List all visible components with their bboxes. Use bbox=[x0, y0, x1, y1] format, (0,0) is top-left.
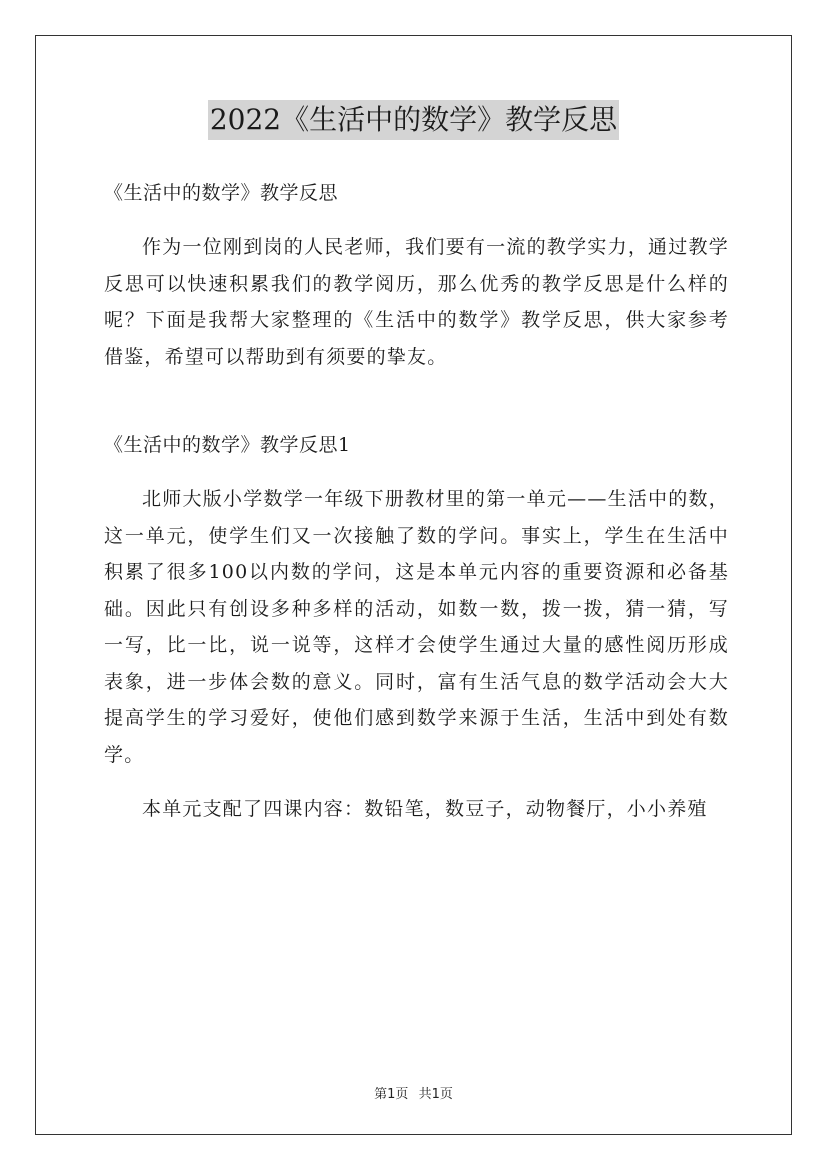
document-subtitle: 《生活中的数学》教学反思 bbox=[104, 182, 339, 204]
page-total: 共1页 bbox=[418, 1087, 453, 1102]
document-title: 2022《生活中的数学》教学反思 bbox=[208, 100, 619, 140]
spacer bbox=[104, 463, 729, 481]
title-container bbox=[0, 100, 827, 140]
intro-paragraph: 作为一位刚到岗的人民老师，我们要有一流的教学实力，通过教学反思可以快速积累我们的教学阅历，那么优秀的教学反思是什么样的呢？下面是我帮大家整理的《生活中的数学》教学反思，供大家参考借鉴，希望可以帮助到有须要的挚友。 bbox=[104, 236, 729, 368]
spacer bbox=[104, 375, 729, 427]
section-heading: 《生活中的数学》教学反思1 bbox=[104, 434, 351, 456]
spacer bbox=[104, 211, 729, 229]
spacer bbox=[104, 773, 729, 791]
section-paragraph: 本单元支配了四课内容：数铅笔，数豆子，动物餐厅，小小养殖 bbox=[142, 798, 708, 820]
page-footer bbox=[0, 1083, 827, 1102]
section-paragraph: 北师大版小学数学一年级下册教材里的第一单元——生活中的数，这一单元，使学生们又一次接触了数的学问。事实上，学生在生活中积累了很多100以内数的学问，这是本单元内容的重要资源和必备基础。因此只有创设多种多样的活动，如数一数，拨一拨，猜一猜，写一写，比一比，说一说等，这样才会使学生通过大量的感性阅历形成表象，进一步体会数的意义。同时，富有生活气息的数学活动会大大提高学生的学习爱好，使他们感到数学来源于生活，生活中到处有数学。 bbox=[104, 488, 729, 766]
page-number: 第1页 bbox=[374, 1087, 409, 1102]
document-body bbox=[104, 175, 729, 828]
